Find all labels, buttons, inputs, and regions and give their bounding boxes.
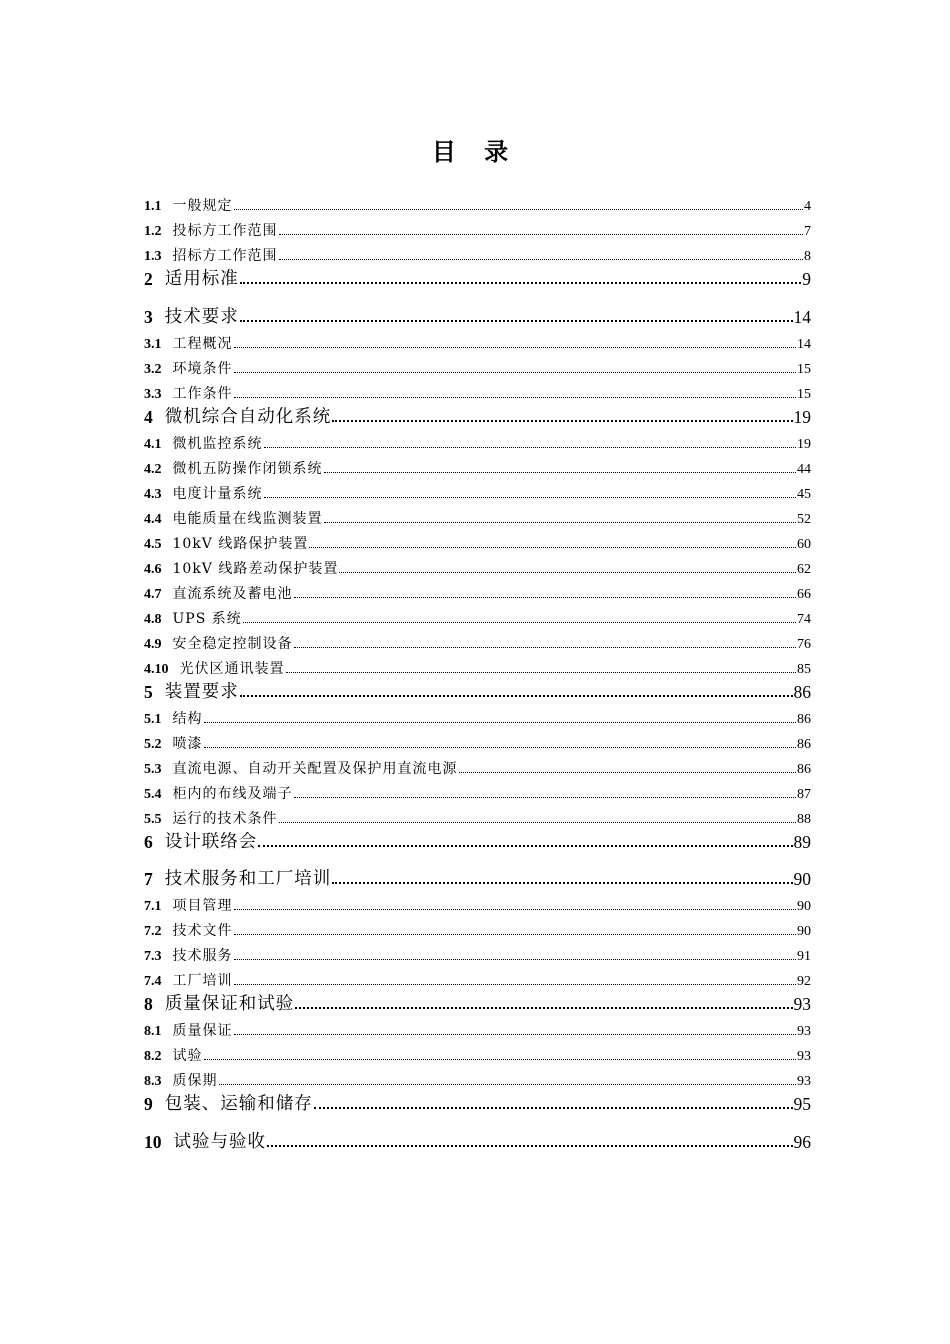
toc-entry-page: 93: [793, 994, 811, 1014]
dot-leader: [234, 909, 797, 910]
toc-entry-title: 质量保证和试验: [164, 994, 295, 1014]
dot-leader: [243, 622, 796, 623]
toc-entry[interactable]: [144, 1040, 811, 1065]
toc-entry-title: 直流电源、自动开关配置及保护用直流电源: [172, 760, 458, 777]
toc-entry-page: 9: [802, 269, 811, 289]
toc-entry-number: 6: [144, 831, 153, 852]
toc-entry-number: 1.2: [144, 224, 162, 239]
toc-entry-page: 86: [793, 681, 811, 702]
toc-entry-page: 4: [804, 199, 811, 214]
toc-entry-title: 质保期: [172, 1073, 218, 1089]
dot-leader: [309, 547, 796, 548]
toc-entry-page: 45: [797, 486, 811, 502]
toc-entry-number: 8.3: [144, 1074, 162, 1089]
toc-entry-number: 8: [144, 994, 153, 1014]
toc-entry-number: 5.1: [144, 711, 162, 727]
toc-entry[interactable]: [144, 890, 811, 915]
toc-entry-page: 62: [797, 561, 811, 577]
toc-entry[interactable]: [144, 578, 811, 603]
toc-entry[interactable]: [144, 853, 811, 891]
toc-entry[interactable]: [144, 353, 811, 378]
dot-leader: [240, 282, 802, 284]
dot-leader: [332, 882, 792, 884]
toc-entry-number: 4.8: [144, 611, 162, 627]
toc-entry-page: 92: [797, 974, 811, 989]
toc-entry-page: 14: [793, 306, 811, 327]
toc-entry-number: 4: [144, 406, 153, 427]
toc-entry-page: 19: [797, 436, 811, 452]
toc-entry-number: 7.1: [144, 899, 162, 914]
toc-entry[interactable]: [144, 603, 811, 628]
toc-entry[interactable]: [144, 190, 811, 215]
toc-entry[interactable]: [144, 1090, 811, 1115]
dot-leader: [240, 320, 793, 322]
toc-entry[interactable]: [144, 703, 811, 728]
toc-entry-page: 90: [797, 924, 811, 939]
toc-entry-page: 85: [797, 661, 811, 677]
toc-entry[interactable]: [144, 453, 811, 478]
dot-leader: [279, 822, 797, 823]
page-title: 目 录: [431, 137, 519, 166]
toc-entry-title: 试验与验收: [173, 1131, 266, 1152]
toc-entry-title: 光伏区通讯装置: [179, 660, 285, 677]
toc-entry-title: 微机监控系统: [172, 435, 263, 452]
toc-entry-page: 96: [793, 1131, 811, 1152]
dot-leader: [294, 797, 797, 798]
toc-entry-title: 柜内的布线及端子: [172, 785, 293, 802]
toc-entry-title: 环境条件: [172, 360, 233, 377]
toc-entry-number: 5.2: [144, 736, 162, 752]
toc-entry-number: 4.1: [144, 436, 162, 452]
toc-entry[interactable]: [144, 653, 811, 678]
toc-entry-page: 44: [797, 461, 811, 477]
toc-entry-page: 91: [797, 949, 811, 964]
dot-leader: [234, 934, 797, 935]
toc-entry-page: 7: [804, 224, 811, 239]
dot-leader: [295, 1007, 792, 1009]
table-of-contents: [144, 190, 811, 1153]
dot-leader: [258, 845, 792, 847]
dot-leader: [332, 420, 792, 422]
dot-leader: [286, 672, 797, 673]
toc-entry[interactable]: [144, 803, 811, 828]
toc-entry-page: 66: [797, 586, 811, 602]
dot-leader: [240, 695, 793, 697]
dot-leader: [234, 397, 797, 398]
toc-entry-number: 4.9: [144, 636, 162, 652]
toc-entry-number: 5.5: [144, 811, 162, 827]
toc-entry-number: 7: [144, 869, 153, 889]
dot-leader: [279, 234, 804, 235]
dot-leader: [294, 647, 797, 648]
toc-entry-title: 运行的技术条件: [172, 810, 278, 827]
toc-entry-page: 93: [797, 1049, 811, 1064]
toc-entry-number: 4.4: [144, 511, 162, 527]
toc-entry-page: 14: [797, 336, 811, 352]
toc-entry-number: 3.2: [144, 361, 162, 377]
toc-entry-title: 一般规定: [172, 198, 233, 214]
toc-entry-title: 电度计量系统: [172, 485, 263, 502]
toc-entry-page: 86: [797, 736, 811, 752]
toc-entry-page: 8: [804, 249, 811, 264]
toc-entry-page: 60: [797, 536, 811, 552]
toc-entry-page: 90: [797, 899, 811, 914]
toc-entry-title: 10kV 线路保护装置: [172, 535, 309, 552]
toc-entry[interactable]: [144, 1115, 811, 1153]
toc-entry-title: 电能质量在线监测装置: [172, 510, 323, 527]
dot-leader: [459, 772, 797, 773]
toc-entry[interactable]: [144, 778, 811, 803]
toc-entry-number: 4.10: [144, 661, 169, 677]
toc-entry[interactable]: [144, 328, 811, 353]
toc-entry-number: 1.1: [144, 199, 162, 214]
toc-entry-number: 7.2: [144, 924, 162, 939]
toc-entry[interactable]: [144, 290, 811, 328]
dot-leader: [264, 497, 797, 498]
toc-entry-page: 95: [793, 1094, 811, 1114]
toc-entry-page: 89: [793, 831, 811, 852]
toc-entry-title: 投标方工作范围: [172, 223, 278, 239]
toc-entry-number: 5.4: [144, 786, 162, 802]
dot-leader: [234, 959, 797, 960]
toc-entry-number: 7.3: [144, 949, 162, 964]
toc-entry-page: 76: [797, 636, 811, 652]
dot-leader: [267, 1145, 793, 1147]
toc-entry[interactable]: [144, 965, 811, 990]
toc-entry-page: 86: [797, 761, 811, 777]
dot-leader: [234, 347, 797, 348]
dot-leader: [234, 1034, 797, 1035]
toc-entry-page: 86: [797, 711, 811, 727]
toc-entry-number: 4.2: [144, 461, 162, 477]
toc-entry-title: 微机综合自动化系统: [164, 406, 332, 427]
toc-entry-title: 微机五防操作闭锁系统: [172, 460, 323, 477]
toc-entry-title: 技术服务和工厂培训: [164, 869, 332, 889]
toc-entry[interactable]: [144, 1015, 811, 1040]
toc-entry-title: 招标方工作范围: [172, 248, 278, 264]
toc-entry-number: 2: [144, 269, 153, 289]
toc-entry-title: 安全稳定控制设备: [172, 635, 293, 652]
toc-entry-page: 93: [797, 1024, 811, 1039]
toc-entry-page: 15: [797, 386, 811, 402]
dot-leader: [324, 522, 797, 523]
toc-entry-title: 装置要求: [164, 681, 239, 702]
toc-entry[interactable]: [144, 915, 811, 940]
toc-entry-page: 15: [797, 361, 811, 377]
toc-entry-title: 质量保证: [172, 1023, 233, 1039]
toc-entry-page: 87: [797, 786, 811, 802]
toc-entry-number: 4.7: [144, 586, 162, 602]
toc-entry-page: 74: [797, 611, 811, 627]
toc-entry[interactable]: [144, 403, 811, 428]
toc-entry-number: 4.5: [144, 536, 162, 552]
toc-entry-number: 9: [144, 1094, 153, 1114]
toc-entry[interactable]: [144, 940, 811, 965]
toc-entry-number: 4.6: [144, 561, 162, 577]
dot-leader: [324, 472, 797, 473]
toc-entry-title: 10kV 线路差动保护装置: [172, 560, 339, 577]
toc-entry[interactable]: [144, 678, 811, 703]
toc-entry[interactable]: [144, 628, 811, 653]
toc-entry-number: 3: [144, 306, 153, 327]
toc-entry-title: 试验: [172, 1048, 203, 1064]
dot-leader: [204, 722, 797, 723]
toc-entry-number: 4.3: [144, 486, 162, 502]
toc-entry[interactable]: [144, 240, 811, 265]
toc-entry-title: 喷漆: [172, 735, 203, 752]
toc-entry-title: 适用标准: [164, 269, 239, 289]
toc-entry[interactable]: [144, 378, 811, 403]
dot-leader: [264, 447, 797, 448]
toc-entry-title: 设计联络会: [164, 831, 258, 852]
dot-leader: [339, 572, 796, 573]
toc-entry-title: 工厂培训: [172, 973, 233, 989]
toc-entry-title: 工作条件: [172, 385, 233, 402]
toc-entry[interactable]: [144, 990, 811, 1015]
dot-leader: [234, 984, 797, 985]
toc-entry-title: 项目管理: [172, 898, 233, 914]
toc-entry-number: 3.1: [144, 336, 162, 352]
dot-leader: [314, 1107, 793, 1109]
toc-entry-number: 8.2: [144, 1049, 162, 1064]
toc-entry[interactable]: [144, 1065, 811, 1090]
toc-entry-title: 包装、运输和储存: [164, 1094, 313, 1114]
dot-leader: [234, 209, 804, 210]
toc-entry[interactable]: [144, 265, 811, 290]
toc-entry[interactable]: [144, 753, 811, 778]
toc-entry-number: 5.3: [144, 761, 162, 777]
toc-entry[interactable]: [144, 215, 811, 240]
toc-entry[interactable]: [144, 728, 811, 753]
toc-entry-title: 直流系统及蓄电池: [172, 585, 293, 602]
toc-entry-number: 7.4: [144, 974, 162, 989]
toc-entry-number: 5: [144, 681, 153, 702]
dot-leader: [294, 597, 797, 598]
toc-entry-title: 技术要求: [164, 306, 239, 327]
toc-entry-number: 10: [144, 1131, 162, 1152]
dot-leader: [219, 1084, 797, 1085]
toc-entry-title: 技术服务: [172, 948, 233, 964]
toc-entry-title: 技术文件: [172, 923, 233, 939]
toc-entry-number: 8.1: [144, 1024, 162, 1039]
toc-entry-page: 88: [797, 811, 811, 827]
toc-entry-page: 52: [797, 511, 811, 527]
toc-entry-number: 3.3: [144, 386, 162, 402]
toc-entry[interactable]: [144, 828, 811, 853]
toc-entry[interactable]: [144, 478, 811, 503]
toc-entry-title: 结构: [172, 710, 203, 727]
toc-entry-page: 93: [797, 1074, 811, 1089]
dot-leader: [204, 747, 797, 748]
toc-entry-title: UPS 系统: [172, 610, 242, 627]
toc-entry-page: 90: [793, 869, 811, 889]
toc-entry-title: 工程概况: [172, 335, 233, 352]
dot-leader: [204, 1059, 797, 1060]
toc-entry[interactable]: [144, 503, 811, 528]
toc-entry-number: 1.3: [144, 249, 162, 264]
dot-leader: [234, 372, 797, 373]
dot-leader: [279, 259, 804, 260]
toc-entry[interactable]: [144, 553, 811, 578]
toc-entry-page: 19: [793, 406, 811, 427]
toc-entry[interactable]: [144, 528, 811, 553]
toc-entry[interactable]: [144, 428, 811, 453]
